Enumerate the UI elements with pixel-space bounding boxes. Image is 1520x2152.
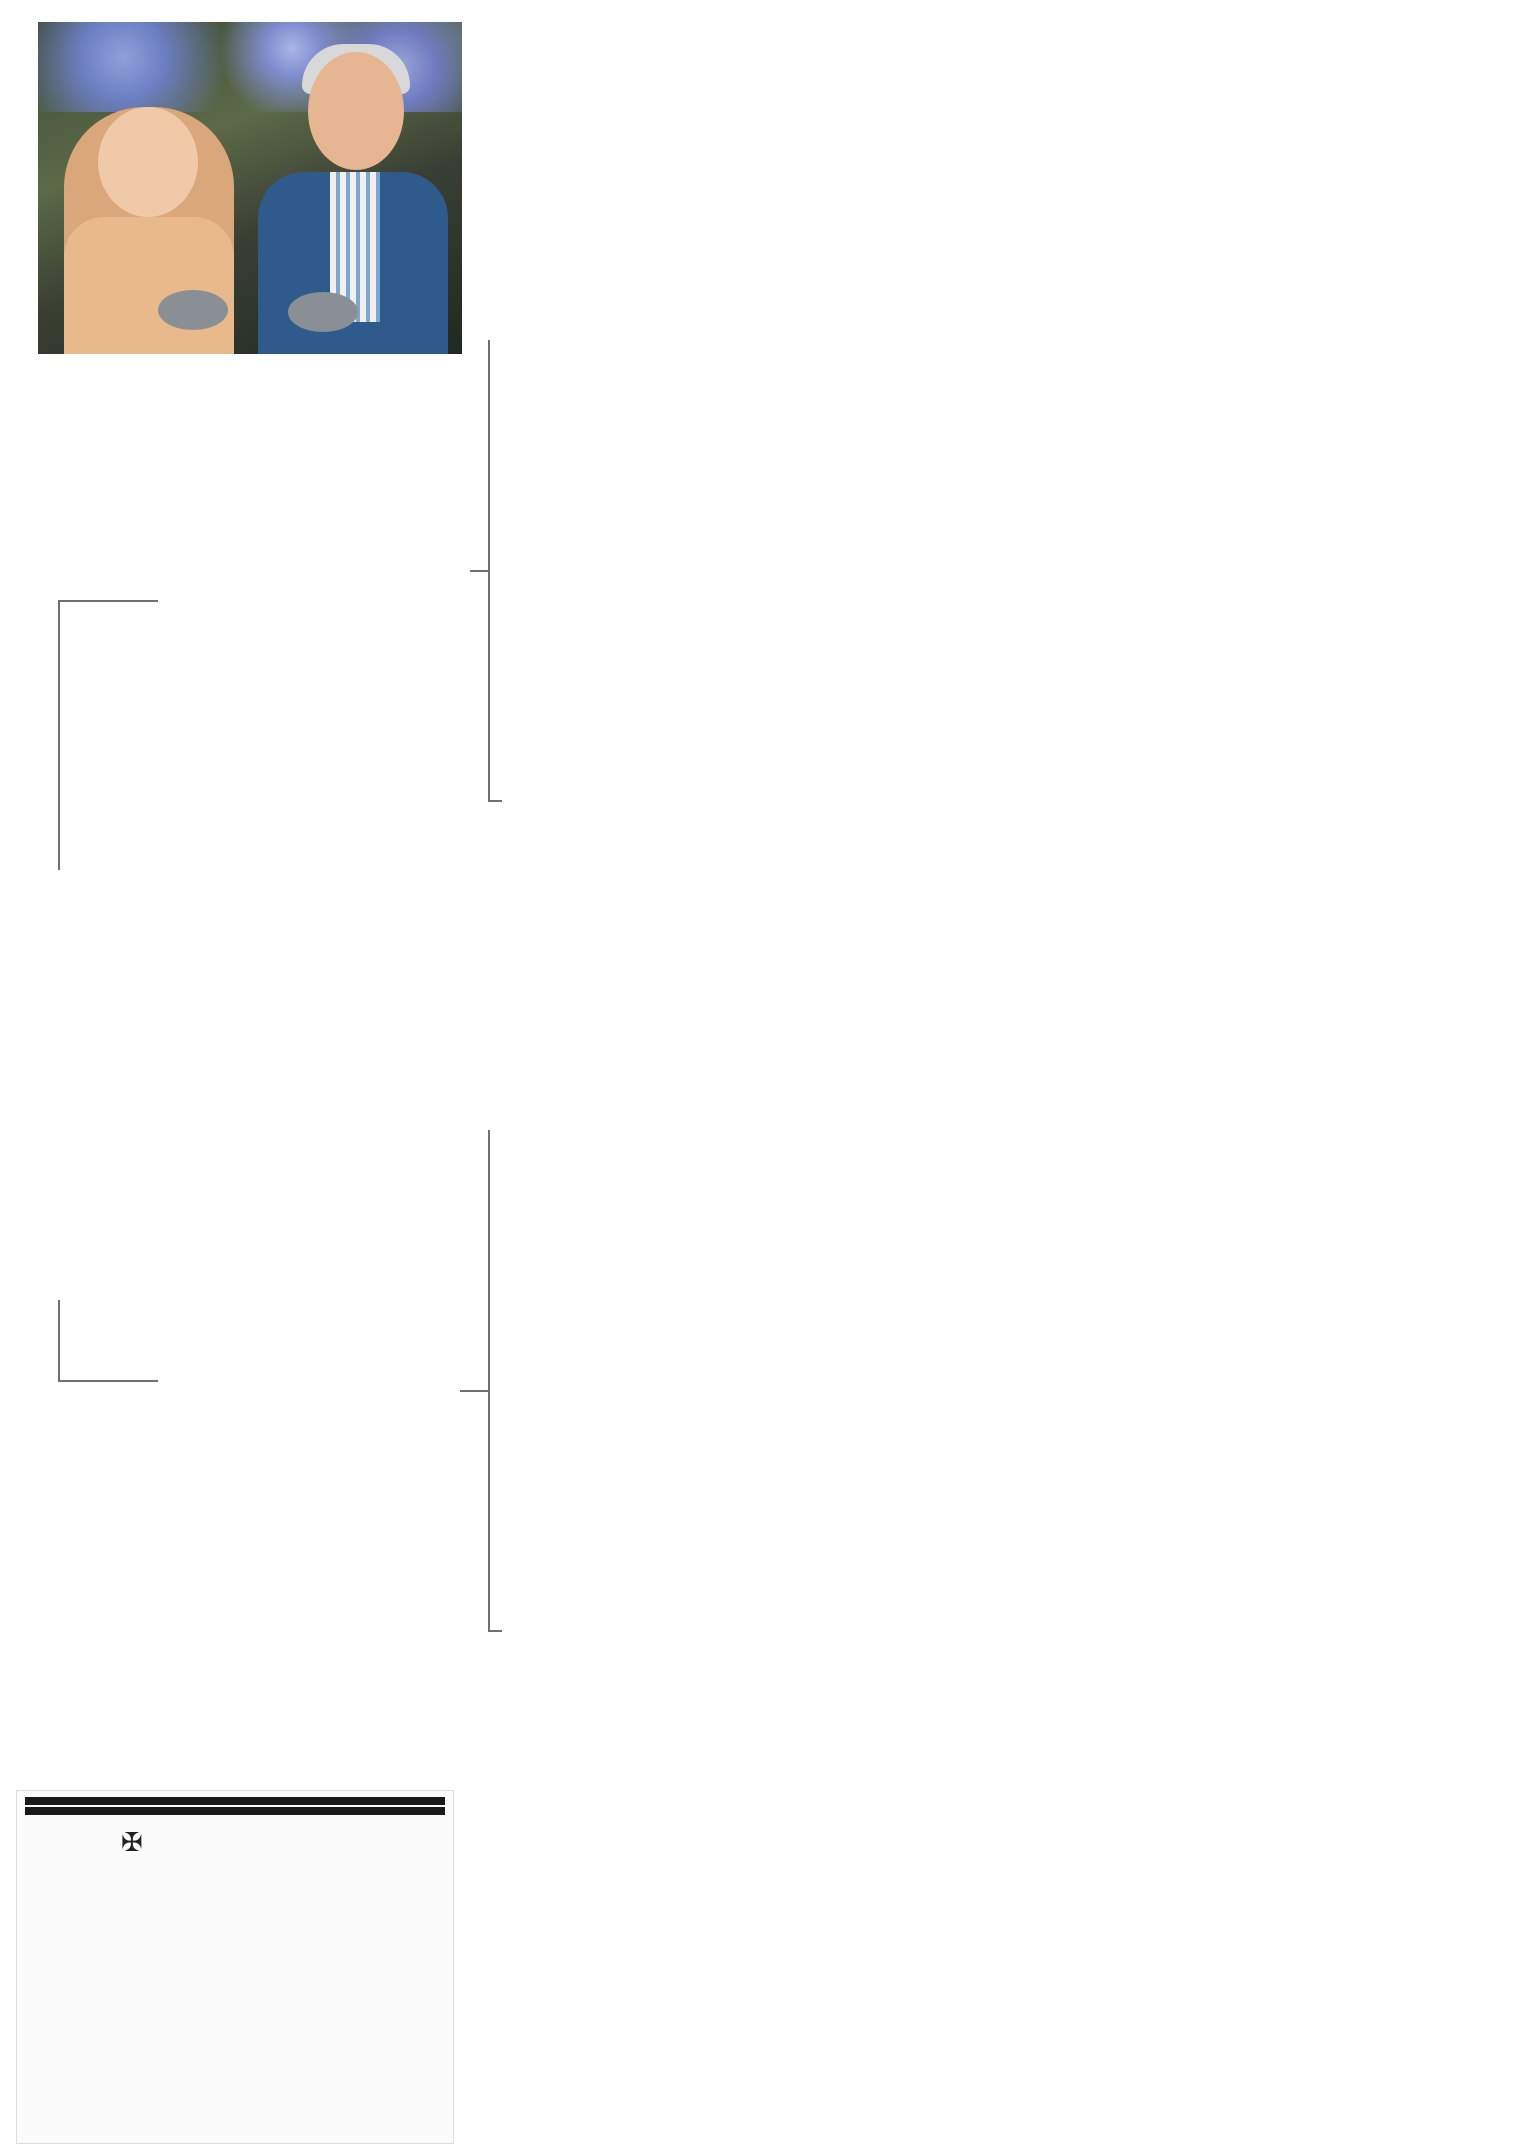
tree-connector xyxy=(58,600,160,870)
breeders-photo xyxy=(38,22,462,354)
ring-ownership-card xyxy=(16,1790,454,2144)
federation-crest-icon: ✠ xyxy=(121,1827,143,1857)
federation-name-fr xyxy=(25,1807,445,1815)
federation-name-nl xyxy=(25,1797,445,1805)
